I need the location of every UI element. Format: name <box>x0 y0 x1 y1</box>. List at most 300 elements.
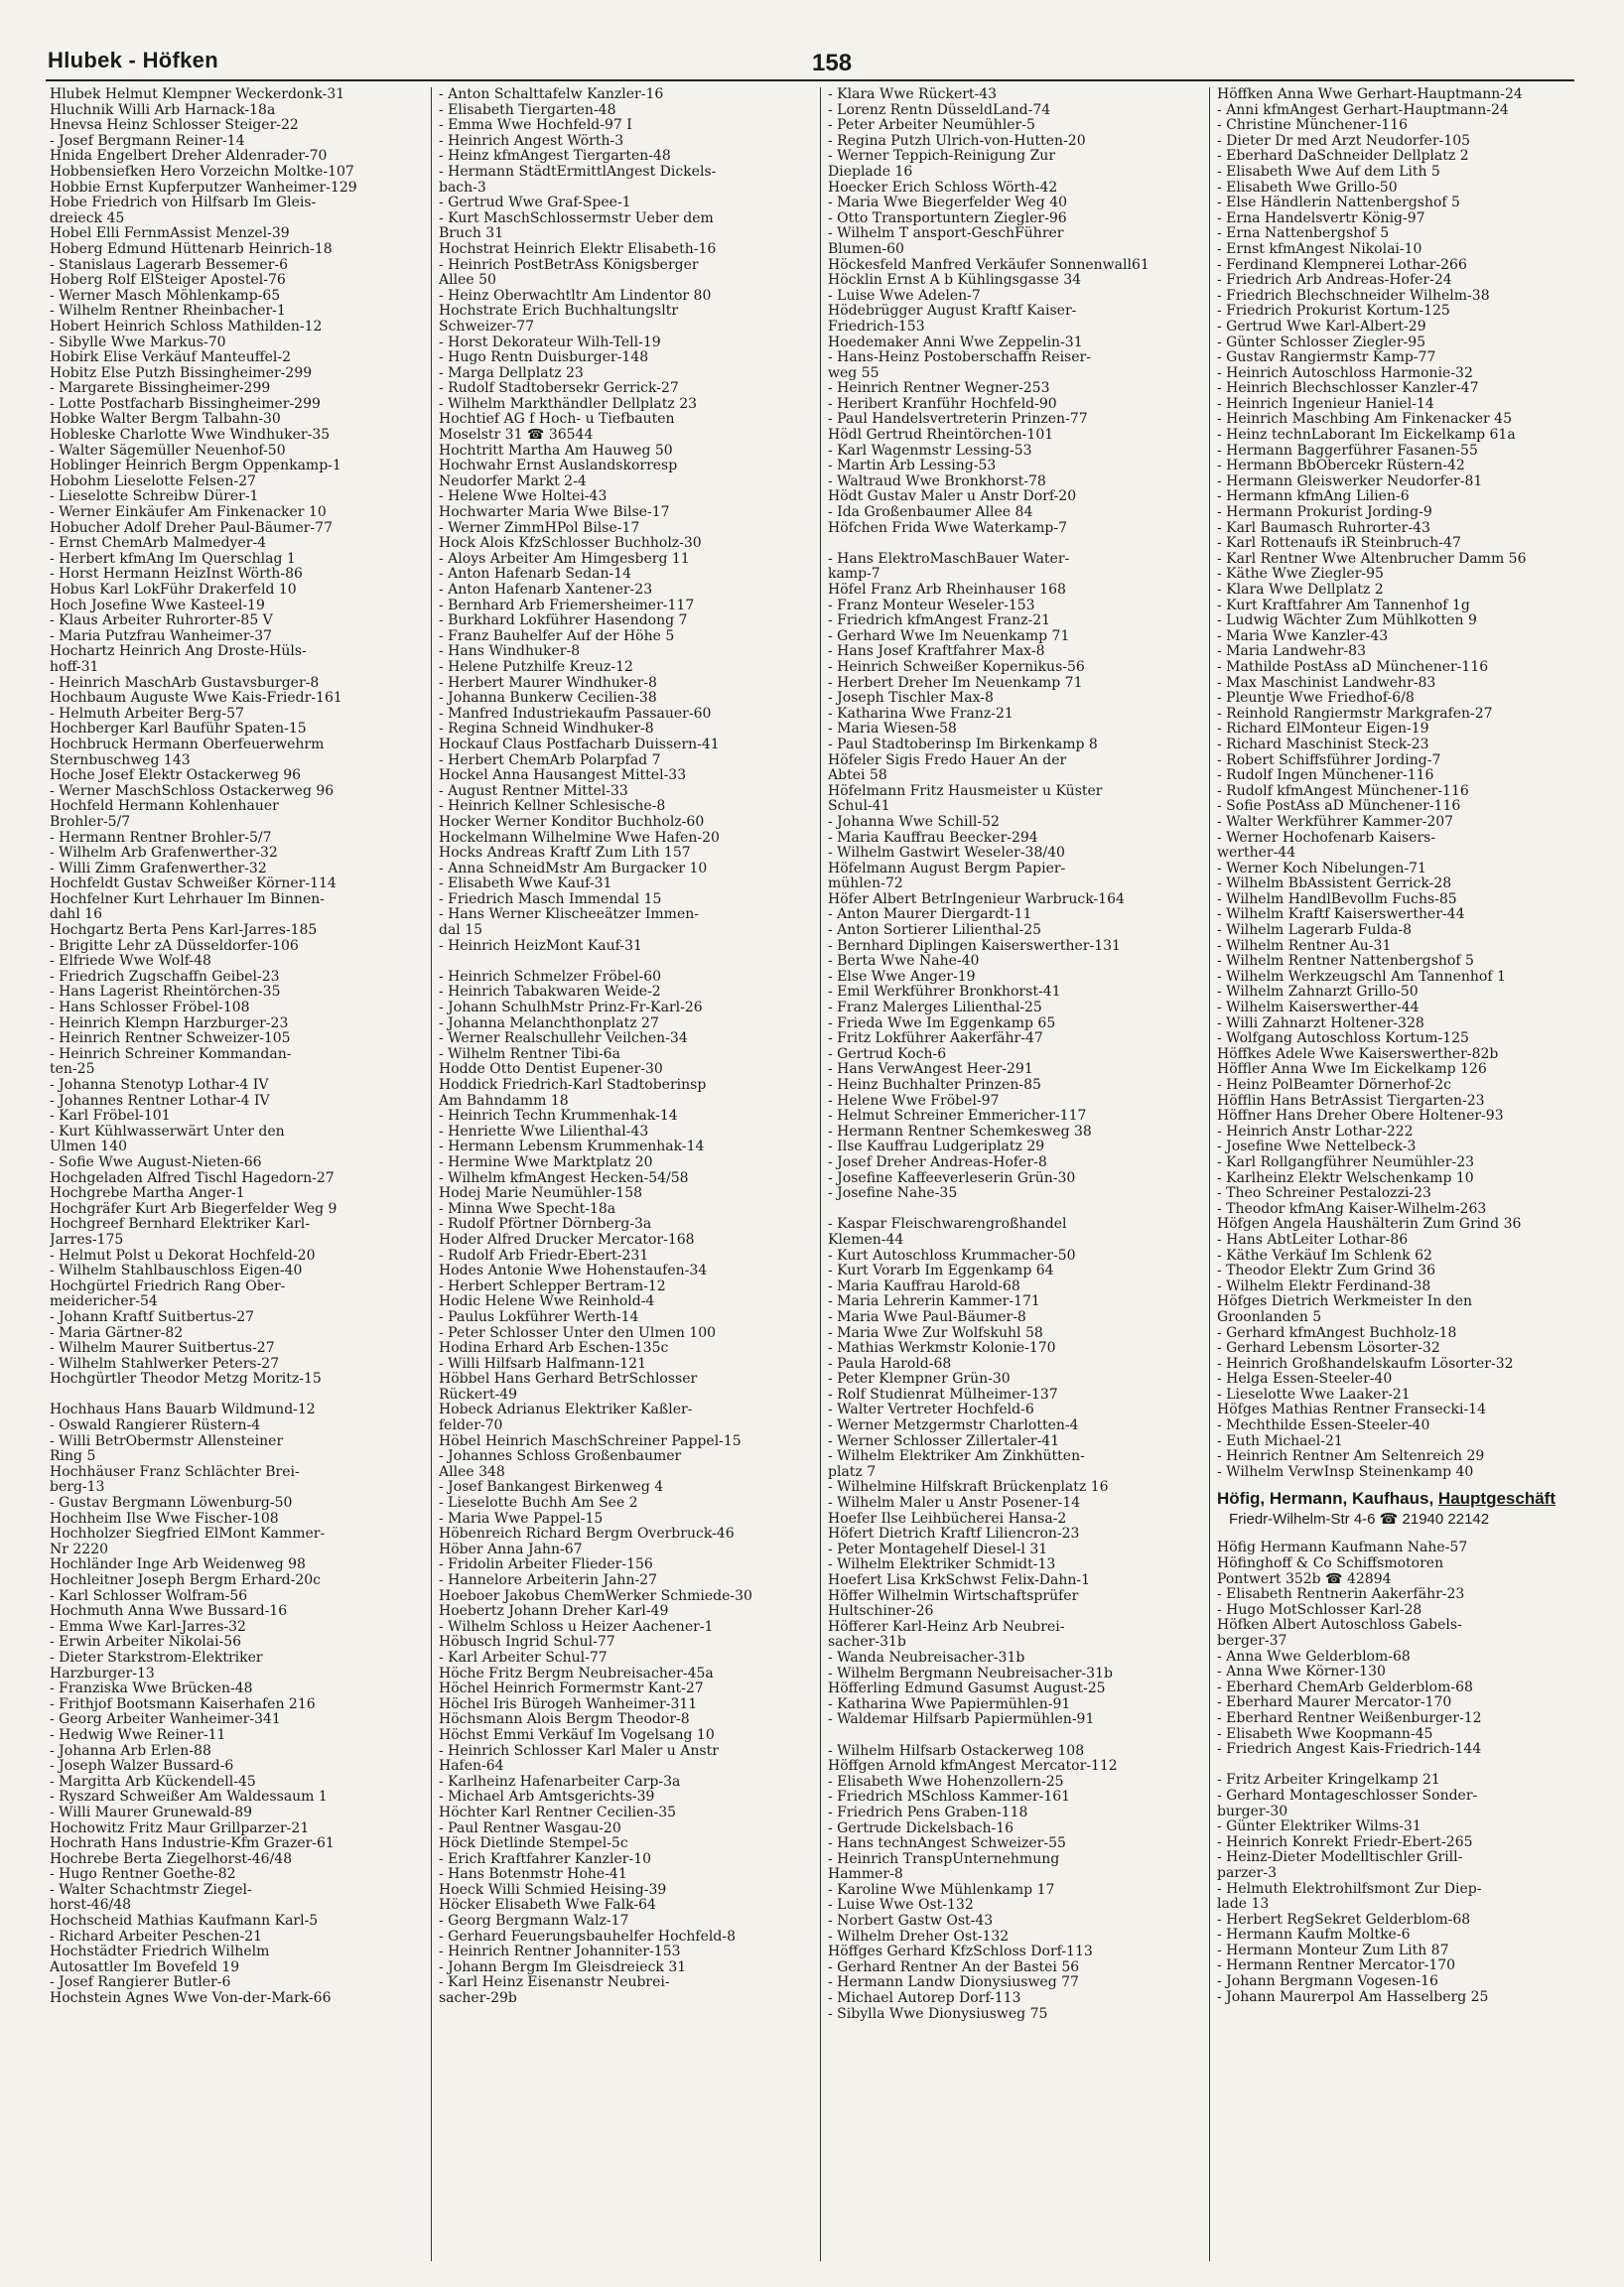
directory-entry: - Georg Arbeiter Wanheimer-341 <box>50 1711 281 1728</box>
directory-entry: - Johann Maurerpol Am Hasselberg 25 <box>1217 1988 1489 2005</box>
directory-entry: - Eberhard Rentner Weißenburger-12 <box>1217 1709 1482 1726</box>
directory-entry: - Fridolin Arbeiter Flieder-156 <box>439 1556 653 1573</box>
directory-entry: - Willi Zahnarzt Holtener-328 <box>1217 1014 1424 1031</box>
directory-entry: - Wilhelm Stahlbauschloss Eigen-40 <box>50 1263 303 1279</box>
directory-entry: Höfinghoff & Co Schiffsmotoren <box>1217 1555 1444 1572</box>
directory-entry: - Karl Arbeiter Schul-77 <box>439 1649 608 1666</box>
directory-entry: - Heinz Buchhalter Prinzen-85 <box>828 1077 1041 1093</box>
directory-entry: - Werner Schlosser Zillertaler-41 <box>828 1432 1060 1449</box>
directory-entry: - Hans technAngest Schweizer-55 <box>828 1835 1066 1852</box>
directory-entry: - Wilhelm Gastwirt Weseler-38/40 <box>828 845 1065 862</box>
directory-entry: - Hans VerwAngest Heer-291 <box>828 1061 1033 1078</box>
directory-entry: - Hermann Lebensm Krummenhak-14 <box>439 1139 705 1155</box>
directory-entry: - Hugo Rentn Duisburger-148 <box>439 349 649 366</box>
directory-entry: - Josef Rangierer Butler-6 <box>50 1974 231 1991</box>
directory-entry: Hochrebe Berta Ziegelhorst-46/48 <box>50 1850 293 1867</box>
directory-entry: - Wilhelm Hilfsarb Ostackerweg 108 <box>828 1742 1085 1759</box>
directory-entry: - Eberhard Maurer Mercator-170 <box>1217 1694 1452 1711</box>
directory-entry: Rückert-49 <box>439 1386 518 1403</box>
directory-entry: ten-25 <box>50 1061 95 1078</box>
directory-entry: Hodina Erhard Arb Eschen-135c <box>439 1340 669 1357</box>
directory-entry: - Emma Wwe Karl-Jarres-32 <box>50 1618 246 1635</box>
directory-entry: Höfig Hermann Kaufmann Nahe-57 <box>1217 1540 1468 1556</box>
directory-entry: Bruch 31 <box>439 225 504 242</box>
directory-entry: Höfges Mathias Rentner Fransecki-14 <box>1217 1402 1486 1418</box>
directory-entry: Hochstein Agnes Wwe Von-der-Mark-66 <box>50 1990 332 2007</box>
directory-entry: - Frithjof Bootsmann Kaiserhafen 216 <box>50 1695 316 1712</box>
directory-entry: Allee 50 <box>439 272 496 289</box>
directory-entry: - Theodor kfmAng Kaiser-Wilhelm-263 <box>1217 1200 1487 1217</box>
directory-entry: - Anna SchneidMstr Am Burgacker 10 <box>439 860 708 876</box>
directory-entry: - Helga Essen-Steeler-40 <box>1217 1371 1393 1388</box>
directory-entry: - Hermann Baggerführer Fasanen-55 <box>1217 442 1478 459</box>
directory-entry: - Marga Dellplatz 23 <box>439 364 584 381</box>
directory-entry: - Hermann Rentner Brohler-5/7 <box>50 829 272 846</box>
directory-entry: - Karoline Wwe Mühlenkamp 17 <box>828 1881 1055 1898</box>
column-divider <box>1209 87 1210 2261</box>
directory-entry: - Johanna Melanchthonplatz 27 <box>439 1014 659 1031</box>
directory-entry: - Heinrich Kellner Schlesische-8 <box>439 798 666 815</box>
directory-entry: bach-3 <box>439 179 486 196</box>
directory-entry: werther-44 <box>1217 845 1296 862</box>
directory-entry: - Sibylle Wwe Markus-70 <box>50 334 226 350</box>
directory-entry: - Henriette Wwe Lilienthal-43 <box>439 1123 649 1140</box>
directory-entry: parzer-3 <box>1217 1864 1277 1881</box>
directory-entry: - Martin Arb Lessing-53 <box>828 458 997 474</box>
directory-entry: - Wilhelm Zahnarzt Grillo-50 <box>1217 984 1419 1001</box>
directory-entry: Hultschiner-26 <box>828 1603 934 1620</box>
directory-entry: Hochmuth Anna Wwe Bussard-16 <box>50 1603 288 1620</box>
directory-entry: - Werner MaschSchloss Ostackerweg 96 <box>50 782 335 799</box>
directory-entry: - Johanna Wwe Schill-52 <box>828 813 1000 830</box>
directory-entry: - Kurt Vorarb Im Eggenkamp 64 <box>828 1263 1054 1279</box>
directory-entry: - Heinrich PostBetrAss Königsberger <box>439 256 699 273</box>
directory-entry: - Johann SchulhMstr Prinz-Fr-Karl-26 <box>439 1000 703 1016</box>
directory-entry: Hock Alois KfzSchlosser Buchholz-30 <box>439 535 702 552</box>
directory-entry: - Horst Hermann HeizInst Wörth-86 <box>50 566 303 583</box>
directory-entry: Hobert Heinrich Schloss Mathilden-12 <box>50 318 323 335</box>
directory-entry: - Willi Zimm Grafenwerther-32 <box>50 860 267 876</box>
directory-entry: Hocker Werner Konditor Buchholz-60 <box>439 813 705 830</box>
directory-entry: - Elisabeth Wwe Auf dem Lith 5 <box>1217 163 1440 180</box>
directory-entry: Hobohm Lieselotte Felsen-27 <box>50 472 256 489</box>
directory-entry: - Reinhold Rangiermstr Markgrafen-27 <box>1217 705 1493 722</box>
directory-entry: - Heinrich Rentner Wegner-253 <box>828 380 1050 397</box>
directory-entry: Hodes Antonie Wwe Hohenstaufen-34 <box>439 1263 708 1279</box>
directory-entry: - Heinrich Anstr Lothar-222 <box>1217 1123 1414 1140</box>
directory-entry: Hockel Anna Hausangest Mittel-33 <box>439 767 687 784</box>
directory-entry: Hochstrate Erich Buchhaltungsltr <box>439 303 679 320</box>
directory-entry: Hoddick Friedrich-Karl Stadtoberinsp <box>439 1077 707 1093</box>
directory-entry: - Friedrich MSchloss Kammer-161 <box>828 1789 1071 1806</box>
directory-entry: - Paula Harold-68 <box>828 1355 952 1372</box>
column-4-entries-bottom <box>1217 1541 1586 2005</box>
directory-entry: Höfges Dietrich Werkmeister In den <box>1217 1293 1473 1310</box>
directory-entry: - Franz Bauhelfer Auf der Höhe 5 <box>439 627 675 644</box>
directory-entry: Hobbensiefken Hero Vorzeichn Moltke-107 <box>50 163 354 180</box>
directory-entry: - Friedrich kfmAngest Franz-21 <box>828 612 1051 629</box>
directory-entry: Hochgreef Bernhard Elektriker Karl- <box>50 1216 310 1233</box>
directory-entry: - Lieselotte Buchh Am See 2 <box>439 1495 638 1512</box>
directory-entry: - Kurt Kraftfahrer Am Tannenhof 1g <box>1217 597 1470 613</box>
directory-entry: - Werner Realschullehr Veilchen-34 <box>439 1030 688 1047</box>
directory-entry: - Wilhelm Rentner Nattenbergshof 5 <box>1217 953 1474 970</box>
directory-entry: Hlubek Helmut Klempner Weckerdonk-31 <box>50 87 345 102</box>
directory-entry: - Willi Hilfsarb Halfmann-121 <box>439 1355 646 1372</box>
directory-entry: - Walter Werkführer Kammer-207 <box>1217 813 1454 830</box>
directory-entry: Höfferer Karl-Heinz Arb Neubrei- <box>828 1618 1065 1635</box>
directory-entry: - Oswald Rangierer Rüstern-4 <box>50 1417 261 1434</box>
directory-entry: - Friedrich Zugschaffn Geibel-23 <box>50 968 280 985</box>
directory-entry: - Bernhard Diplingen Kaiserswerther-131 <box>828 937 1121 954</box>
directory-entry: Hoeboer Jakobus ChemWerker Schmiede-30 <box>439 1587 752 1604</box>
directory-entry: - Gertrud Koch-6 <box>828 1045 947 1062</box>
directory-entry: - Peter Montagehelf Diesel-l 31 <box>828 1541 1048 1557</box>
directory-entry: - Wilhelm Elektriker Schmidt-13 <box>828 1556 1056 1573</box>
directory-entry: Hobirk Elise Verkäuf Manteuffel-2 <box>50 349 292 366</box>
directory-entry: - Michael Arb Amtsgerichts-39 <box>439 1789 655 1806</box>
directory-entry: - Heinz PolBeamter Dörnerhof-2c <box>1217 1077 1451 1093</box>
directory-entry: Schul-41 <box>828 798 890 815</box>
directory-entry: Hochländer Inge Arb Weidenweg 98 <box>50 1556 306 1573</box>
directory-entry: - Richard Arbeiter Peschen-21 <box>50 1928 263 1945</box>
directory-entry: - Karl Rottenaufs iR Steinbruch-47 <box>1217 535 1461 552</box>
directory-entry: Jarres-175 <box>50 1231 124 1248</box>
directory-entry: - Heinrich Schlosser Karl Maler u Anstr <box>439 1742 719 1759</box>
directory-entry: - Paul Rentner Wasgau-20 <box>439 1819 621 1836</box>
directory-entry: Hochrath Hans Industrie-Kfm Grazer-61 <box>50 1835 335 1852</box>
directory-entry: Friedrich-153 <box>828 318 925 335</box>
directory-entry: Höchel Iris Bürogeh Wanheimer-311 <box>439 1695 698 1712</box>
directory-entry: - Helmut Schreiner Emmericher-117 <box>828 1108 1087 1125</box>
directory-entry: - Fritz Lokführer Aakerfähr-47 <box>828 1030 1043 1047</box>
directory-entry: - Wilhelm Maler u Anstr Posener-14 <box>828 1495 1081 1512</box>
directory-entry: Höfelmann Fritz Hausmeister u Küster <box>828 782 1103 799</box>
directory-entry: - Gertrud Wwe Graf-Spee-1 <box>439 195 631 211</box>
directory-entry: - Katharina Wwe Franz-21 <box>828 705 1014 722</box>
directory-entry: - Hermann Rentner Mercator-170 <box>1217 1957 1456 1974</box>
directory-entry: - Hermann Rentner Schemkesweg 38 <box>828 1123 1092 1140</box>
directory-entry: - Johann Bergmann Vogesen-16 <box>1217 1973 1438 1990</box>
directory-entry: Hochtief AG f Hoch- u Tiefbauten <box>439 411 675 428</box>
directory-entry: - Sofie Wwe August-Nieten-66 <box>50 1153 262 1170</box>
directory-entry: - Hermann Monteur Zum Lith 87 <box>1217 1942 1449 1958</box>
directory-entry: - Bernhard Arb Friemersheimer-117 <box>439 597 695 613</box>
directory-entry: - Werner Koch Nibelungen-71 <box>1217 860 1426 876</box>
directory-entry: - Luise Wwe Ost-132 <box>828 1897 974 1914</box>
directory-entry: Höfer Albert BetrIngenieur Warbruck-164 <box>828 890 1125 907</box>
directory-entry: - Josef Dreher Andreas-Hofer-8 <box>828 1153 1047 1170</box>
directory-entry: Höchter Karl Rentner Cecilien-35 <box>439 1804 677 1820</box>
directory-entry: - Johanna Stenotyp Lothar-4 IV <box>50 1077 269 1093</box>
directory-entry: lade 13 <box>1217 1896 1270 1913</box>
directory-entry: Hobbie Ernst Kupferputzer Wanheimer-129 <box>50 179 357 196</box>
directory-entry: Hoberg Edmund Hüttenarb Heinrich-18 <box>50 240 333 257</box>
directory-entry: - Rolf Studienrat Mülheimer-137 <box>828 1386 1058 1403</box>
directory-entry: Hobucher Adolf Dreher Paul-Bäumer-77 <box>50 519 333 536</box>
directory-entry: Ulmen 140 <box>50 1139 128 1155</box>
directory-entry: - Wilhelm T ansport-GeschFührer <box>828 225 1064 242</box>
directory-entry: - Wilhelm Schloss u Heizer Aachener-1 <box>439 1618 714 1635</box>
directory-entry: Hammer-8 <box>828 1866 903 1883</box>
column-divider <box>820 87 821 2261</box>
directory-entry: - Hermann StädtErmittlAngest Dickels- <box>439 163 717 180</box>
directory-entry: - Karl Wagenmstr Lessing-53 <box>828 442 1032 459</box>
directory-entry: - Josefine Kaffeeverleserin Grün-30 <box>828 1169 1076 1186</box>
directory-entry: - Johannes Schloss Großenbaumer <box>439 1448 682 1465</box>
directory-entry: - Helmuth Arbeiter Berg-57 <box>50 705 244 722</box>
directory-entry: hoff-31 <box>50 658 99 675</box>
directory-entry: - Heinrich Konrekt Friedr-Ebert-265 <box>1217 1833 1473 1850</box>
directory-entry: - Anna Wwe Körner-130 <box>1217 1664 1386 1681</box>
directory-entry: - Heinrich Tabakwaren Weide-2 <box>439 984 661 1001</box>
directory-entry: - Emma Wwe Hochfeld-97 I <box>439 117 632 134</box>
directory-entry: - Ludwig Wächter Zum Mühlkotten 9 <box>1217 612 1477 629</box>
directory-entry: - Klara Wwe Rückert-43 <box>828 87 998 102</box>
directory-entry: - Pleuntje Wwe Friedhof-6/8 <box>1217 690 1415 707</box>
entry-gap <box>50 1388 419 1404</box>
directory-entry: - Karl Fröbel-101 <box>50 1108 171 1125</box>
entry-gap <box>828 536 1197 552</box>
directory-entry: - Josefine Wwe Nettelbeck-3 <box>1217 1139 1417 1155</box>
directory-entry: Nr 2220 <box>50 1541 109 1557</box>
directory-entry: Am Bahndamm 18 <box>439 1092 569 1109</box>
directory-entry: - Maria Kauffrau Beecker-294 <box>828 829 1038 846</box>
directory-entry: - Dieter Dr med Arzt Neudorfer-105 <box>1217 132 1471 149</box>
directory-entry: Hockauf Claus Postfacharb Duissern-41 <box>439 736 720 752</box>
advertisement-name: Höfig, Hermann, Kaufhaus, <box>1217 1489 1438 1509</box>
directory-entry: - Peter Arbeiter Neumühler-5 <box>828 117 1035 134</box>
directory-entry: Hödebrügger August Kraftf Kaiser- <box>828 303 1077 320</box>
directory-entry: Höfel Franz Arb Rheinhauser 168 <box>828 582 1066 598</box>
directory-entry: - Gerhard kfmAngest Buchholz-18 <box>1217 1324 1457 1341</box>
directory-entry: - Joseph Tischler Max-8 <box>828 690 994 707</box>
directory-entry: - Werner Hochofenarb Kaisers- <box>1217 829 1436 846</box>
directory-entry: - Ida Großenbaumer Allee 84 <box>828 504 1033 521</box>
directory-entry: - Hans Lagerist Rheintörchen-35 <box>50 984 281 1001</box>
directory-entry: - Peter Schlosser Unter den Ulmen 100 <box>439 1324 717 1341</box>
business-advertisement <box>1217 1488 1586 1529</box>
directory-entry: Hochberger Karl Bauführ Spaten-15 <box>50 721 307 738</box>
directory-entry: - Else Händlerin Nattenbergshof 5 <box>1217 195 1460 211</box>
directory-entry: - Franz Malerges Lilienthal-25 <box>828 1000 1042 1016</box>
directory-entry: Hodde Otto Dentist Eupener-30 <box>439 1061 663 1078</box>
directory-entry: - Maria Wwe Pappel-15 <box>439 1510 604 1527</box>
directory-entry: Hoeck Willi Schmied Heising-39 <box>439 1881 667 1898</box>
directory-entry: - Hugo Rentner Goethe-82 <box>50 1866 236 1883</box>
directory-entry: - Hedwig Wwe Reiner-11 <box>50 1726 226 1743</box>
directory-entry: - Waldemar Hilfsarb Papiermühlen-91 <box>828 1711 1095 1728</box>
directory-entry: - Heinrich Schmelzer Fröbel-60 <box>439 968 662 985</box>
directory-entry: - Josef Bankangest Birkenweg 4 <box>439 1479 664 1496</box>
directory-entry: - Wilhelm Elektriker Am Zinkhütten- <box>828 1448 1085 1465</box>
directory-entry: - Kurt Autoschloss Krummacher-50 <box>828 1247 1076 1264</box>
directory-entry: - Hermann Kaufm Moltke-6 <box>1217 1927 1411 1944</box>
directory-entry: Hobke Walter Bergm Talbahn-30 <box>50 411 281 428</box>
directory-entry: - Rudolf Arb Friedr-Ebert-231 <box>439 1247 649 1264</box>
header-rule <box>46 79 1574 81</box>
directory-entry: - Heinrich Blechschlosser Kanzler-47 <box>1217 380 1479 397</box>
directory-entry: - Otto Transportuntern Ziegler-96 <box>828 209 1067 226</box>
directory-entry: Hnida Engelbert Dreher Aldenrader-70 <box>50 148 328 165</box>
directory-entry: Hochartz Heinrich Ang Droste-Hüls- <box>50 643 307 660</box>
directory-entry: Hochwarter Maria Wwe Bilse-17 <box>439 504 670 521</box>
directory-entry: - Wilhelm Elektr Ferdinand-38 <box>1217 1278 1431 1294</box>
directory-entry: - Manfred Industriekaufm Passauer-60 <box>439 705 712 722</box>
directory-entry: - Richard Maschinist Steck-23 <box>1217 736 1429 752</box>
directory-entry: - Karl Heinz Eisenanstr Neubrei- <box>439 1974 670 1991</box>
directory-entry: - Peter Klempner Grün-30 <box>828 1371 1011 1388</box>
directory-entry: - Hans Windhuker-8 <box>439 643 581 660</box>
entry-gap <box>439 954 808 970</box>
directory-entry: Hochwahr Ernst Auslandskorresp <box>439 458 678 474</box>
directory-entry: - Wanda Neubreisacher-31b <box>828 1649 1025 1666</box>
directory-entry: Höbenreich Richard Bergm Overbruck-46 <box>439 1526 735 1543</box>
directory-entry: - Herbert Maurer Windhuker-8 <box>439 674 657 691</box>
directory-entry: - Wilhelm Rentner Rheinbacher-1 <box>50 303 286 320</box>
directory-entry: Hoberg Rolf ElSteiger Apostel-76 <box>50 272 286 289</box>
directory-entry: - Gerhard Lebensm Lösorter-32 <box>1217 1340 1440 1357</box>
directory-entry: Höbbel Hans Gerhard BetrSchlosser <box>439 1371 698 1388</box>
directory-entry: - Herbert Dreher Im Neuenkamp 71 <box>828 674 1083 691</box>
directory-entry: Hoedemaker Anni Wwe Zeppelin-31 <box>828 334 1083 350</box>
page-number: 158 <box>812 50 853 76</box>
directory-entry: - Günter Schlosser Ziegler-95 <box>1217 334 1426 350</box>
directory-entry: - Wilhelm Stahlwerker Peters-27 <box>50 1355 280 1372</box>
directory-entry: Höfeler Sigis Fredo Hauer An der <box>828 751 1067 768</box>
directory-entry: - Maria Wiesen-58 <box>828 721 957 738</box>
directory-entry: - Heinz technLaborant Im Eickelkamp 61a <box>1217 427 1516 444</box>
directory-entry: Hoder Alfred Drucker Mercator-168 <box>439 1231 695 1248</box>
directory-entry: - Friedrich Blechschneider Wilhelm-38 <box>1217 287 1490 304</box>
directory-entry: - Fritz Arbeiter Kringelkamp 21 <box>1217 1772 1440 1789</box>
directory-column-2 <box>439 87 808 2271</box>
directory-entry: - Helene Putzhilfe Kreuz-12 <box>439 658 633 675</box>
directory-entry: - Minna Wwe Specht-18a <box>439 1200 616 1217</box>
directory-entry: - Heinrich Autoschloss Harmonie-32 <box>1217 364 1473 381</box>
directory-entry: Hodic Helene Wwe Reinhold-4 <box>439 1293 655 1310</box>
directory-entry: - Wilhelm Markthändler Dellplatz 23 <box>439 395 698 412</box>
directory-entry: - Käthe Wwe Ziegler-95 <box>1217 566 1384 583</box>
directory-entry: - Heribert Kranführ Hochfeld-90 <box>828 395 1057 412</box>
directory-entry: - Hermann BbOberсekr Rüstern-42 <box>1217 458 1465 474</box>
directory-entry: sacher-31b <box>828 1634 906 1651</box>
directory-entry: Dieplade 16 <box>828 163 913 180</box>
directory-entry: Hochstädter Friedrich Wilhelm <box>50 1944 270 1960</box>
directory-entry: - Werner ZimmHPol Bilse-17 <box>439 519 640 536</box>
directory-entry: - Helene Wwe Fröbel-97 <box>828 1092 1000 1109</box>
advertisement-branch: Hauptgeschäft <box>1437 1489 1556 1509</box>
directory-entry: - Elisabeth Wwe Hohenzollern-25 <box>828 1773 1064 1790</box>
directory-entry: - Erna Handelsvertr König-97 <box>1217 209 1425 226</box>
directory-entry: - Robert Schiffsführer Jording-7 <box>1217 751 1441 768</box>
directory-entry: - Karl Rollgangführer Neumühler-23 <box>1217 1153 1475 1170</box>
directory-entry: - Maria Lehrerin Kammer-171 <box>828 1293 1040 1310</box>
directory-entry: felder-70 <box>439 1417 503 1434</box>
directory-entry: Höfert Dietrich Kraftf Liliencron-23 <box>828 1526 1080 1543</box>
directory-entry: - Gustav Rangiermstr Kamp-77 <box>1217 349 1436 366</box>
directory-entry: - Maria Wwe Paul-Bäumer-8 <box>828 1308 1026 1325</box>
directory-entry: - Werner Einkäufer Am Finkenacker 10 <box>50 504 327 521</box>
directory-entry: Sternbuschweg 143 <box>50 751 191 768</box>
directory-entry: - Herbert ChemArb Polarpfad 7 <box>439 751 661 768</box>
directory-entry: - Wilhelm kfmAngest Hecken-54/58 <box>439 1169 689 1186</box>
directory-entry: - Elisabeth Wwe Grillo-50 <box>1217 179 1398 196</box>
directory-entry: - Wilhelm Bergmann Neubreisacher-31b <box>828 1665 1113 1682</box>
directory-entry: - Hermann Landw Dionysiusweg 77 <box>828 1974 1079 1991</box>
directory-entry: Hafen-64 <box>439 1758 504 1775</box>
directory-entry: Hoebertz Johann Dreher Karl-49 <box>439 1603 669 1620</box>
directory-entry: Höffkes Adele Wwe Kaiserswerther-82b <box>1217 1045 1499 1062</box>
directory-entry: - Ernst kfmAngest Nikolai-10 <box>1217 240 1422 257</box>
directory-entry: Harzburger-13 <box>50 1665 155 1682</box>
directory-entry: - Willi BetrObermstr Allensteiner <box>50 1432 284 1449</box>
directory-entry: Höbel Heinrich MaschSchreiner Pappel-15 <box>439 1432 742 1449</box>
directory-entry: - Norbert Gastw Ost-43 <box>828 1913 994 1930</box>
directory-entry: Hoefert Lisa KrkSchwst Felix-Dahn-1 <box>828 1572 1091 1588</box>
directory-entry: Hochheim Ilse Wwe Fischer-108 <box>50 1510 279 1527</box>
directory-entry: - Hans Botenmstr Hohe-41 <box>439 1866 627 1883</box>
directory-column-3 <box>828 87 1197 2271</box>
directory-entry: - Werner Metzgermstr Charlotten-4 <box>828 1417 1079 1434</box>
directory-entry: - Luise Wwe Adelen-7 <box>828 287 981 304</box>
directory-entry: Höffner Hans Dreher Obere Holtener-93 <box>1217 1108 1504 1125</box>
directory-entry: - Heinrich Rentner Schweizer-105 <box>50 1030 291 1047</box>
directory-entry: Hodej Marie Neumühler-158 <box>439 1185 643 1202</box>
directory-entry: - Hermann Gleiswerker Neudorfer-81 <box>1217 472 1483 489</box>
directory-entry: - Karlheinz Elektr Welschenkamp 10 <box>1217 1169 1474 1186</box>
directory-entry: mühlen-72 <box>828 875 903 892</box>
directory-entry: - Theo Schreiner Pestalozzi-23 <box>1217 1185 1431 1202</box>
directory-entry: - Sibylla Wwe Dionysiusweg 75 <box>828 2005 1048 2022</box>
directory-entry: - Gerhard Montageschlosser Sonder- <box>1217 1787 1478 1804</box>
directory-entry: Hochfeldt Gustav Schweißer Körner-114 <box>50 875 337 892</box>
directory-entry: Hluchnik Willi Arb Harnack-18a <box>50 101 276 118</box>
directory-entry: - Karlheinz Hafenarbeiter Carp-3a <box>439 1773 681 1790</box>
directory-entry: horst-46/48 <box>50 1897 132 1914</box>
directory-entry: Hödt Gustav Maler u Anstr Dorf-20 <box>828 488 1077 505</box>
directory-entry: Ring 5 <box>50 1448 96 1465</box>
directory-entry: Höck Dietlinde Stempel-5c <box>439 1835 628 1852</box>
directory-entry: - Erich Kraftfahrer Kanzler-10 <box>439 1850 652 1867</box>
directory-entry: - Elisabeth Tiergarten-48 <box>439 101 616 118</box>
directory-column-1 <box>50 87 419 2271</box>
directory-entry: - Elisabeth Wwe Kauf-31 <box>439 875 612 892</box>
directory-entry: - Friedrich Arb Andreas-Hofer-24 <box>1217 272 1452 289</box>
directory-entry: - Anton Schalttafelw Kanzler-16 <box>439 87 664 102</box>
directory-entry: - Dieter Starkstrom-Elektriker <box>50 1649 263 1666</box>
directory-entry: - Else Wwe Anger-19 <box>828 968 976 985</box>
directory-entry: - Georg Bergmann Walz-17 <box>439 1913 629 1930</box>
directory-entry: - Gertrud Wwe Karl-Albert-29 <box>1217 318 1426 335</box>
directory-entry: Hochfelner Kurt Lehrhauer Im Binnen- <box>50 890 326 907</box>
directory-entry: - Maria Wwe Biegerfelder Weg 40 <box>828 195 1068 211</box>
directory-entry: - Emil Werkführer Bronkhorst-41 <box>828 984 1061 1001</box>
directory-entry: meiderichеr-54 <box>50 1293 158 1310</box>
directory-entry: Schweizer-77 <box>439 318 535 335</box>
directory-entry: - Heinz-Dieter Modelltischler Grill- <box>1217 1849 1463 1866</box>
directory-entry: - Heinrich Rentner Johanniter-153 <box>439 1944 681 1960</box>
directory-entry: Höffken Anna Wwe Gerhart-Hauptmann-24 <box>1217 87 1523 102</box>
directory-entry: Moselstr 31 ☎ 36544 <box>439 427 594 444</box>
directory-entry: - Christine Münchener-116 <box>1217 117 1409 134</box>
directory-entry: - Ferdinand Klempnerei Lothar-266 <box>1217 256 1467 273</box>
directory-entry: - Katharina Wwe Papiermühlen-91 <box>828 1695 1071 1712</box>
directory-entry: - Kurt Kühlwasserwärt Unter den <box>50 1123 285 1140</box>
directory-entry: - Anton Maurer Diergardt-11 <box>828 906 1032 923</box>
directory-entry: Neudorfer Markt 2-4 <box>439 472 587 489</box>
directory-entry: Höche Fritz Bergm Neubreisacher-45a <box>439 1665 714 1682</box>
